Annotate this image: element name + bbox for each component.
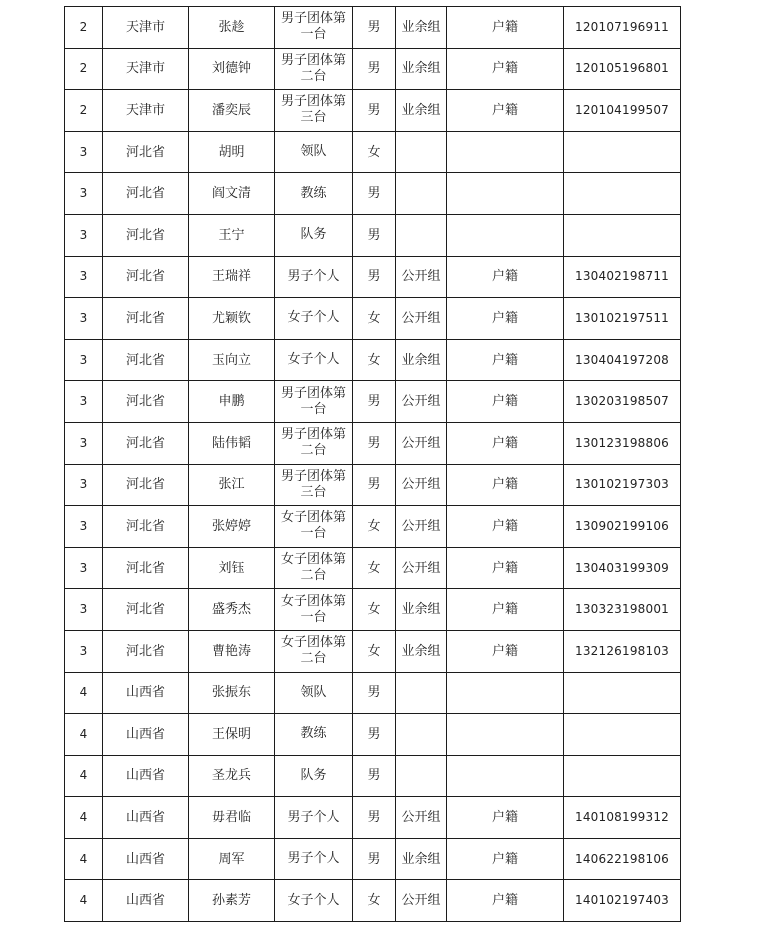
cell-name: 张振东	[189, 672, 275, 714]
cell-gender: 男	[353, 797, 396, 839]
cell-group: 公开组	[396, 381, 447, 423]
cell-region: 河北省	[103, 339, 189, 381]
cell-team-number: 3	[65, 381, 103, 423]
cell-region: 山西省	[103, 797, 189, 839]
cell-group: 业余组	[396, 90, 447, 132]
cell-id-number: 120107196911	[564, 7, 681, 49]
cell-region: 河北省	[103, 630, 189, 672]
cell-region: 山西省	[103, 755, 189, 797]
cell-team-number: 4	[65, 714, 103, 756]
cell-region: 山西省	[103, 672, 189, 714]
cell-registration-type: 户籍	[447, 880, 564, 922]
cell-gender: 男	[353, 173, 396, 215]
cell-group: 公开组	[396, 422, 447, 464]
cell-name: 张江	[189, 464, 275, 506]
cell-registration-type: 户籍	[447, 339, 564, 381]
roster-table	[64, 6, 681, 922]
table-row	[65, 797, 681, 839]
cell-gender: 男	[353, 256, 396, 298]
table-row	[65, 339, 681, 381]
cell-name: 孙素芳	[189, 880, 275, 922]
cell-region: 河北省	[103, 589, 189, 631]
cell-id-number: 140108199312	[564, 797, 681, 839]
cell-group: 公开组	[396, 880, 447, 922]
cell-name: 胡明	[189, 131, 275, 173]
cell-registration-type: 户籍	[447, 547, 564, 589]
cell-id-number: 130403199309	[564, 547, 681, 589]
table-row	[65, 755, 681, 797]
cell-gender: 女	[353, 298, 396, 340]
cell-registration-type: 户籍	[447, 256, 564, 298]
table-row	[65, 90, 681, 132]
cell-gender: 男	[353, 838, 396, 880]
cell-name: 刘钰	[189, 547, 275, 589]
cell-team-number: 3	[65, 256, 103, 298]
cell-registration-type: 户籍	[447, 797, 564, 839]
cell-name: 潘奕辰	[189, 90, 275, 132]
cell-team-number: 2	[65, 7, 103, 49]
cell-event: 女子个人	[275, 339, 353, 381]
cell-registration-type: 户籍	[447, 48, 564, 90]
cell-gender: 女	[353, 339, 396, 381]
cell-group	[396, 714, 447, 756]
cell-gender: 男	[353, 672, 396, 714]
table-row	[65, 48, 681, 90]
cell-region: 天津市	[103, 48, 189, 90]
cell-team-number: 4	[65, 672, 103, 714]
table-row	[65, 880, 681, 922]
cell-gender: 男	[353, 714, 396, 756]
cell-team-number: 3	[65, 547, 103, 589]
cell-gender: 女	[353, 506, 396, 548]
cell-name: 尤颖钦	[189, 298, 275, 340]
cell-gender: 女	[353, 880, 396, 922]
cell-id-number: 130123198806	[564, 422, 681, 464]
cell-name: 阎文清	[189, 173, 275, 215]
cell-event: 男子团体第二台	[275, 48, 353, 90]
cell-id-number: 120105196801	[564, 48, 681, 90]
cell-id-number: 130902199106	[564, 506, 681, 548]
cell-id-number	[564, 173, 681, 215]
cell-event: 男子团体第一台	[275, 7, 353, 49]
cell-team-number: 3	[65, 506, 103, 548]
cell-event: 男子个人	[275, 797, 353, 839]
cell-id-number	[564, 672, 681, 714]
table-row	[65, 630, 681, 672]
cell-gender: 男	[353, 381, 396, 423]
cell-team-number: 3	[65, 298, 103, 340]
cell-team-number: 3	[65, 214, 103, 256]
cell-event: 女子团体第一台	[275, 589, 353, 631]
cell-group: 公开组	[396, 506, 447, 548]
cell-event: 女子团体第二台	[275, 547, 353, 589]
cell-registration-type	[447, 672, 564, 714]
cell-name: 刘德钟	[189, 48, 275, 90]
cell-region: 河北省	[103, 173, 189, 215]
cell-region: 天津市	[103, 7, 189, 49]
cell-name: 陆伟韬	[189, 422, 275, 464]
cell-name: 圣龙兵	[189, 755, 275, 797]
cell-group	[396, 173, 447, 215]
cell-group: 公开组	[396, 797, 447, 839]
cell-registration-type	[447, 131, 564, 173]
cell-team-number: 3	[65, 339, 103, 381]
cell-id-number: 130323198001	[564, 589, 681, 631]
cell-gender: 男	[353, 214, 396, 256]
cell-gender: 男	[353, 422, 396, 464]
cell-name: 盛秀杰	[189, 589, 275, 631]
cell-team-number: 3	[65, 464, 103, 506]
cell-team-number: 3	[65, 173, 103, 215]
cell-registration-type: 户籍	[447, 838, 564, 880]
cell-name: 申鹏	[189, 381, 275, 423]
cell-team-number: 4	[65, 838, 103, 880]
cell-event: 女子团体第一台	[275, 506, 353, 548]
cell-region: 河北省	[103, 506, 189, 548]
cell-group: 公开组	[396, 256, 447, 298]
cell-id-number: 140102197403	[564, 880, 681, 922]
cell-id-number: 120104199507	[564, 90, 681, 132]
cell-id-number	[564, 755, 681, 797]
table-row	[65, 547, 681, 589]
cell-registration-type: 户籍	[447, 422, 564, 464]
cell-registration-type	[447, 173, 564, 215]
cell-gender: 男	[353, 464, 396, 506]
cell-group: 业余组	[396, 7, 447, 49]
cell-team-number: 2	[65, 48, 103, 90]
cell-gender: 男	[353, 755, 396, 797]
cell-registration-type: 户籍	[447, 7, 564, 49]
cell-id-number: 130402198711	[564, 256, 681, 298]
cell-id-number	[564, 131, 681, 173]
cell-registration-type: 户籍	[447, 90, 564, 132]
cell-id-number	[564, 714, 681, 756]
cell-region: 山西省	[103, 838, 189, 880]
table-row	[65, 589, 681, 631]
cell-registration-type	[447, 214, 564, 256]
cell-event: 男子团体第三台	[275, 464, 353, 506]
cell-team-number: 4	[65, 755, 103, 797]
table-row	[65, 131, 681, 173]
cell-event: 队务	[275, 755, 353, 797]
cell-name: 曹艳涛	[189, 630, 275, 672]
table-row	[65, 672, 681, 714]
cell-id-number: 130102197303	[564, 464, 681, 506]
table-row	[65, 381, 681, 423]
table-row	[65, 838, 681, 880]
cell-registration-type	[447, 755, 564, 797]
cell-gender: 男	[353, 90, 396, 132]
table-row	[65, 7, 681, 49]
cell-event: 男子团体第三台	[275, 90, 353, 132]
roster-body	[65, 7, 681, 922]
cell-team-number: 3	[65, 422, 103, 464]
cell-region: 天津市	[103, 90, 189, 132]
cell-name: 周军	[189, 838, 275, 880]
cell-registration-type: 户籍	[447, 298, 564, 340]
cell-event: 教练	[275, 173, 353, 215]
cell-name: 王瑞祥	[189, 256, 275, 298]
cell-event: 队务	[275, 214, 353, 256]
cell-region: 河北省	[103, 214, 189, 256]
cell-name: 玉向立	[189, 339, 275, 381]
table-row	[65, 714, 681, 756]
table-row	[65, 256, 681, 298]
cell-region: 山西省	[103, 880, 189, 922]
cell-id-number: 130404197208	[564, 339, 681, 381]
cell-group: 业余组	[396, 48, 447, 90]
cell-region: 河北省	[103, 256, 189, 298]
table-row	[65, 298, 681, 340]
cell-group: 业余组	[396, 630, 447, 672]
cell-region: 山西省	[103, 714, 189, 756]
cell-gender: 女	[353, 131, 396, 173]
cell-name: 张趁	[189, 7, 275, 49]
cell-id-number	[564, 214, 681, 256]
cell-group: 公开组	[396, 298, 447, 340]
cell-group: 公开组	[396, 547, 447, 589]
cell-gender: 男	[353, 48, 396, 90]
table-row	[65, 506, 681, 548]
cell-event: 男子团体第二台	[275, 422, 353, 464]
cell-event: 领队	[275, 672, 353, 714]
cell-event: 教练	[275, 714, 353, 756]
cell-event: 男子个人	[275, 838, 353, 880]
cell-id-number: 132126198103	[564, 630, 681, 672]
cell-id-number: 140622198106	[564, 838, 681, 880]
cell-id-number: 130203198507	[564, 381, 681, 423]
cell-registration-type: 户籍	[447, 506, 564, 548]
table-row	[65, 464, 681, 506]
cell-group: 公开组	[396, 464, 447, 506]
cell-team-number: 2	[65, 90, 103, 132]
cell-region: 河北省	[103, 422, 189, 464]
cell-region: 河北省	[103, 547, 189, 589]
cell-group: 业余组	[396, 339, 447, 381]
cell-event: 女子个人	[275, 298, 353, 340]
cell-name: 王宁	[189, 214, 275, 256]
cell-event: 女子团体第二台	[275, 630, 353, 672]
cell-id-number: 130102197511	[564, 298, 681, 340]
cell-region: 河北省	[103, 131, 189, 173]
cell-team-number: 3	[65, 589, 103, 631]
table-row	[65, 214, 681, 256]
cell-team-number: 3	[65, 131, 103, 173]
cell-event: 男子个人	[275, 256, 353, 298]
cell-event: 男子团体第一台	[275, 381, 353, 423]
table-row	[65, 173, 681, 215]
cell-region: 河北省	[103, 464, 189, 506]
cell-gender: 男	[353, 7, 396, 49]
cell-region: 河北省	[103, 298, 189, 340]
cell-registration-type: 户籍	[447, 381, 564, 423]
cell-registration-type: 户籍	[447, 630, 564, 672]
cell-group: 业余组	[396, 838, 447, 880]
cell-group	[396, 131, 447, 173]
cell-event: 女子个人	[275, 880, 353, 922]
cell-group	[396, 755, 447, 797]
cell-event: 领队	[275, 131, 353, 173]
cell-group: 业余组	[396, 589, 447, 631]
cell-gender: 女	[353, 547, 396, 589]
cell-group	[396, 214, 447, 256]
cell-team-number: 4	[65, 797, 103, 839]
cell-region: 河北省	[103, 381, 189, 423]
cell-name: 张婷婷	[189, 506, 275, 548]
cell-gender: 女	[353, 630, 396, 672]
cell-registration-type	[447, 714, 564, 756]
cell-team-number: 4	[65, 880, 103, 922]
cell-group	[396, 672, 447, 714]
cell-team-number: 3	[65, 630, 103, 672]
cell-registration-type: 户籍	[447, 589, 564, 631]
cell-name: 毋君临	[189, 797, 275, 839]
cell-name: 王保明	[189, 714, 275, 756]
cell-registration-type: 户籍	[447, 464, 564, 506]
cell-gender: 女	[353, 589, 396, 631]
table-row	[65, 422, 681, 464]
